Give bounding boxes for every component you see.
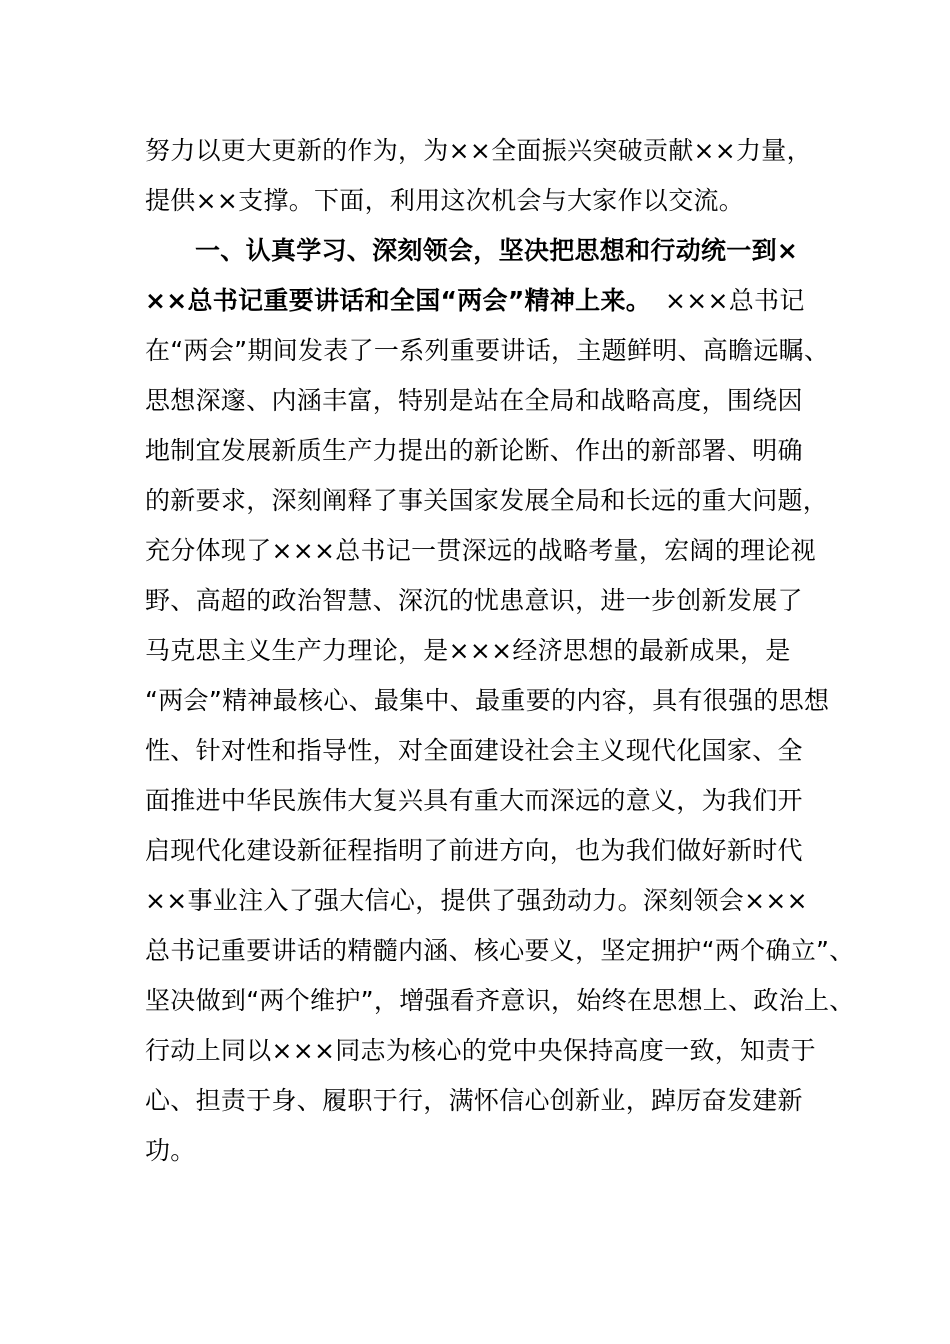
paragraph-line: ××事业注入了强大信心，提供了强劲动力。深刻领会××× [145, 886, 808, 915]
paragraph-line: 启现代化建设新征程指明了前进方向，也为我们做好新时代 [145, 836, 803, 865]
paragraph-line: 的新要求，深刻阐释了事关国家发展全局和长远的重大问题， [145, 486, 829, 515]
paragraph-line: 性、针对性和指导性，对全面建设社会主义现代化国家、全 [145, 736, 803, 765]
paragraph-line: 野、高超的政治智慧、深沉的忧患意识，进一步创新发展了 [145, 586, 803, 615]
paragraph-line: 地制宜发展新质生产力提出的新论断、作出的新部署、明确 [145, 436, 803, 465]
paragraph-line: 总书记重要讲话的精髓内涵、核心要义，坚定拥护“两个确立”、 [145, 936, 855, 965]
paragraph-line: 提供××支撑。下面，利用这次机会与大家作以交流。 [145, 186, 745, 215]
paragraph-line: 坚决做到“两个维护”，增强看齐意识，始终在思想上、政治上、 [145, 986, 855, 1015]
paragraph-line: 思想深邃、内涵丰富，特别是站在全局和战略高度，围绕因 [145, 386, 803, 415]
paragraph-line: “两会”精神最核心、最集中、最重要的内容，具有很强的思想 [145, 686, 830, 715]
paragraph-line: 功。 [145, 1136, 196, 1165]
paragraph-line: 马克思主义生产力理论，是×××经济思想的最新成果，是 [145, 636, 791, 665]
paragraph-line: 努力以更大更新的作为，为××全面振兴突破贡献××力量， [145, 136, 812, 165]
paragraph-line: 面推进中华民族伟大复兴具有重大而深远的意义，为我们开 [145, 786, 803, 815]
section-heading-line: ××总书记重要讲话和全国“两会”精神上来。 [145, 286, 652, 315]
paragraph-line: 充分体现了×××总书记一贯深远的战略考量，宏阔的理论视 [145, 536, 816, 565]
paragraph-line: 在“两会”期间发表了一系列重要讲话，主题鲜明、高瞻远瞩、 [145, 336, 830, 365]
section-heading-line: 一、认真学习、深刻领会，坚决把思想和行动统一到× [195, 236, 799, 265]
paragraph-line: 心、担责于身、履职于行，满怀信心创新业，踔厉奋发建新 [145, 1086, 803, 1115]
paragraph-line: ×××总书记 [665, 286, 805, 315]
paragraph-line: 行动上同以×××同志为核心的党中央保持高度一致，知责于 [145, 1036, 816, 1065]
